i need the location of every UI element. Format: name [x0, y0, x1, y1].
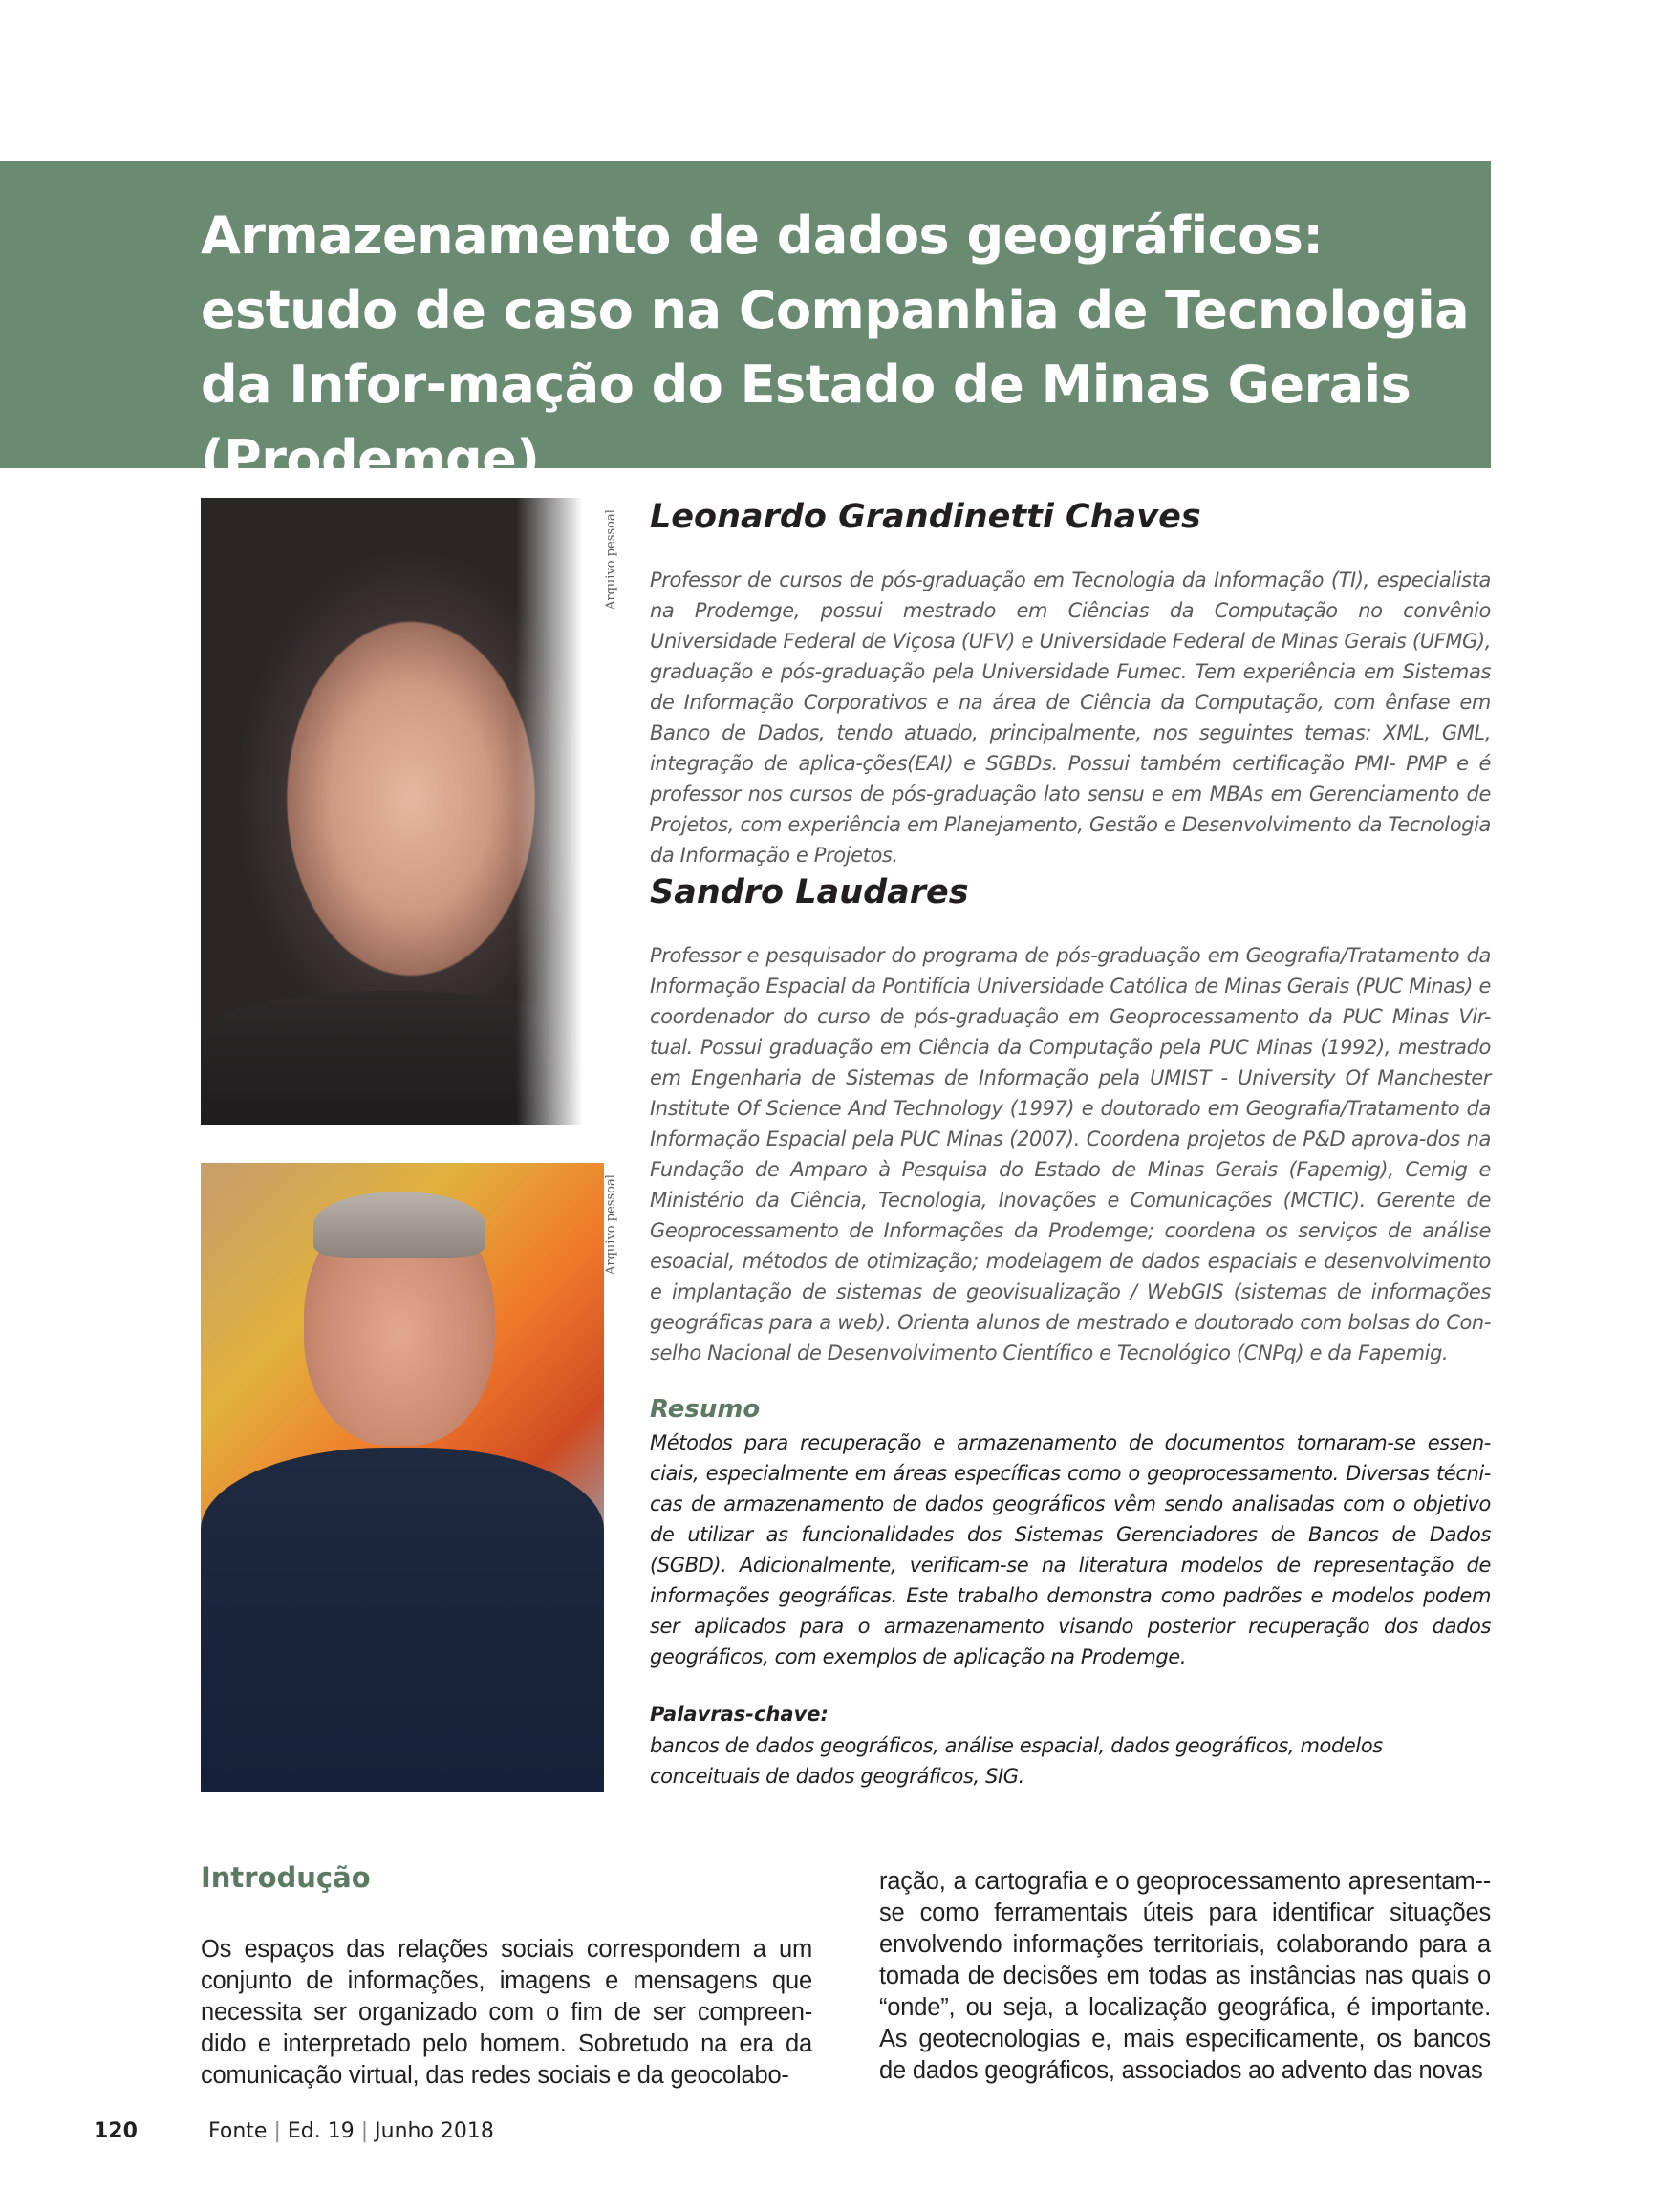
page-number: 120 [94, 2119, 138, 2143]
author-name: Leonardo Grandinetti Chaves [650, 498, 1201, 536]
footer-date: Junho 2018 [375, 2119, 494, 2143]
author-photo-sandro [201, 1163, 604, 1792]
footer-edition: Ed. 19 [287, 2119, 355, 2143]
photo-hair [313, 1192, 485, 1258]
article-title: Armazenamento de dados geográficos: estudo de caso na Companhia de Tecnologia da Infor-mação do Estado de Minas Gerais (Prodemge) [201, 205, 1470, 489]
photo-body [201, 1448, 604, 1792]
photo-credit: Arquivo pessoal [604, 509, 618, 610]
author-bio: Professor e pesquisador do programa de pós-graduação em Geografia/Tratamento da Informação Espacial da Pontifícia Universidade Católica de Minas Gerais (PUC Minas) e coordenador do curso de pós-graduação em Geoprocessamento da PUC Minas Vir-tual. Possui graduação em Ciência da Computação pela PUC Minas (1992), mestrado em Engenharia de Sistemas de Informação pela UMIST - University Of Manchester Institute Of Science And Technology (1997) e doutorado em Geografia/Tratamento da Informação Espacial pela PUC Minas (2007). Coordena projetos de P&D aprova-dos na Fundação de Amparo à Pesquisa do Estado de Minas Gerais (Fapemig), Cemig e Ministério da Ciência, Tecnologia, Inovações e Comunicações (MCTIC). Gerente de Geoprocessamento de Informações da Prodemge; coordena os serviços de análise esoacial, métodos de otimização; modelagem de dados espaciais e desenvolvimento e implantação de sistemas de geovisualização / WebGIS (sistemas de informações geográficas para a web). Orienta alunos de mestrado e doutorado com bolsas do Con-selho Nacional de Desenvolvimento Científico e Tecnológico (CNPq) e da Fapemig. [650, 944, 1491, 1364]
photo-edge [516, 498, 583, 1125]
resumo-heading: Resumo [650, 1395, 761, 1424]
section-heading: Introdução [201, 1861, 371, 1894]
photo-credit: Arquivo pessoal [604, 1174, 618, 1275]
body-column-left: Os espaços das relações sociais correspondem a um conjunto de informações, imagens e mensagens que necessita ser organizado com o fim de ser compreen-dido e interpretado pelo homem. Sobretudo na era da comunicação virtual, das redes sociais e da geocolabo- [201, 1936, 812, 2089]
author-bio: Professor de cursos de pós-graduação em Tecnologia da Informação (TI), especialista na Prodemge, possui mestrado em Ciências da Computação no convênio Universidade Federal de Viçosa (UFV) e Universidade Federal de Minas Gerais (UFMG), graduação e pós-graduação pela Universidade Fumec. Tem experiência em Sistemas de Informação Corporativos e na área de Ciência da Computação, com ênfase em Banco de Dados, tendo atuado, principalmente, nos seguintes temas: XML, GML, integração de aplica-ções(EAI) e SGBDs. Possui também certificação PMI- PMP e é professor nos cursos de pós-graduação lato sensu e em MBAs em Gerenciamento de Projetos, com experiência em Planejamento, Gestão e Desenvolvimento da Tecnologia da Informação e Projetos. [650, 569, 1491, 867]
keywords-label: Palavras-chave: [650, 1703, 829, 1726]
keywords-text: bancos de dados geográficos, análise espacial, dados geográficos, modelos conceituais de dados geográficos, SIG. [650, 1734, 1383, 1788]
footer-separator: | [360, 2119, 369, 2143]
body-column-right: ração, a cartografia e o geoprocessamento apresentam--se como ferramentais úteis para identificar situações envolvendo informações territoriais, colaborando para a tomada de decisões em todas as instâncias nas quais o “onde”, ou seja, a localização geográfica, é importante. As geotecnologias e, mais especificamente, os bancos de dados geográficos, associados ao advento das novas [879, 1868, 1491, 2084]
resumo-text: Métodos para recuperação e armazenamento de documentos tornaram-se essen-ciais, especialmente em áreas específicas como o geoprocessamento. Diversas técni-cas de armazenamento de dados geográficos vêm sendo analisadas com o objetivo de utilizar as funcionalidades dos Sistemas Gerenciadores de Bancos de Dados (SGBD). Adicionalmente, verificam-se na literatura modelos de representação de informações geográficas. Este trabalho demonstra como padrões e modelos podem ser aplicados para o armazenamento visando posterior recuperação dos dados geográficos, com exemplos de aplicação na Prodemge. [650, 1431, 1491, 1668]
footer-separator: | [273, 2119, 281, 2143]
footer-publication: Fonte [208, 2119, 268, 2143]
footer-info [208, 2119, 494, 2143]
author-name: Sandro Laudares [650, 873, 969, 912]
author-photo-leonardo [201, 498, 583, 1125]
